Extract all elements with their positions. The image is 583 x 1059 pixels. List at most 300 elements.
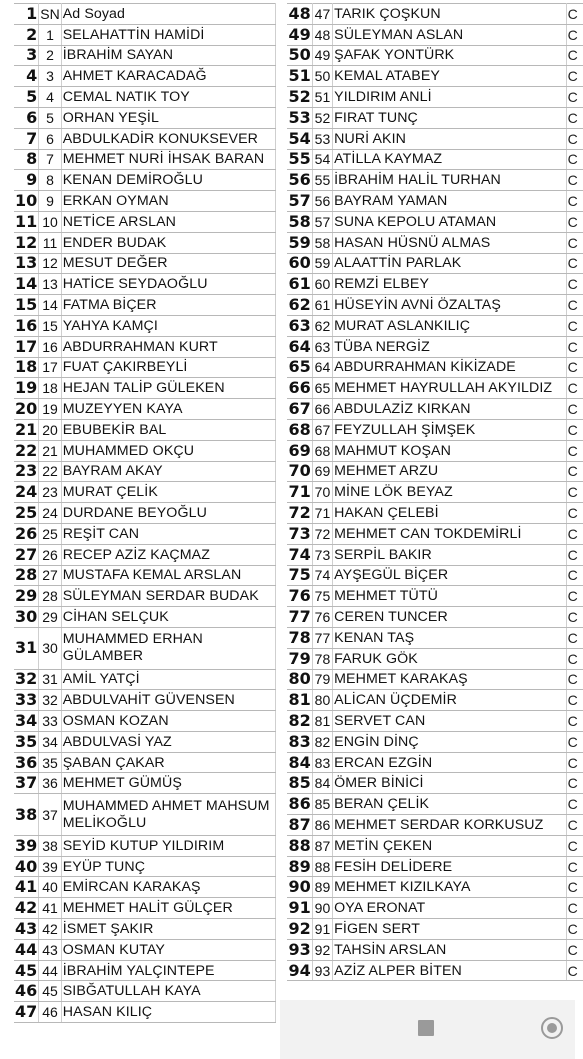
table-row xyxy=(287,919,583,940)
name-cell: OYA ERONAT xyxy=(333,898,567,919)
row-number-cell: 56 xyxy=(288,170,311,190)
name-cell: TARIK ÇOŞKUN xyxy=(333,4,567,25)
name-cell: AHMET KARACADAĞ xyxy=(61,66,275,87)
table-row xyxy=(287,877,583,898)
name-cell: OSMAN KUTAY xyxy=(61,939,275,960)
table-row xyxy=(14,919,276,940)
truncated-column-cell: C xyxy=(566,4,583,25)
name-cell: MEHMET ARZU xyxy=(333,461,567,482)
table-row xyxy=(14,565,276,586)
row-number-cell: 90 xyxy=(288,877,311,897)
serial-number-cell: 30 xyxy=(39,627,61,669)
serial-number-cell: 71 xyxy=(312,503,332,524)
serial-number-cell: 80 xyxy=(312,690,332,711)
name-cell: SELAHATTİN HAMİDİ xyxy=(61,24,275,45)
row-number-cell: 49 xyxy=(288,24,311,44)
name-cell: MUHAMMED AHMET MAHSUM MELİKOĞLU xyxy=(61,794,275,836)
truncated-column-cell: C xyxy=(566,440,583,461)
table-row xyxy=(14,607,276,628)
truncated-column-cell: C xyxy=(566,128,583,149)
row-number-cell: 10 xyxy=(15,191,38,211)
table-row xyxy=(287,149,583,170)
serial-number-cell: 37 xyxy=(39,794,61,836)
table-row xyxy=(287,128,583,149)
row-number-cell: 55 xyxy=(288,149,311,169)
serial-number-cell: 10 xyxy=(39,211,61,232)
serial-number-cell: 34 xyxy=(39,731,61,752)
serial-number-cell: 87 xyxy=(312,835,332,856)
name-cell: TÜBA NERGİZ xyxy=(333,336,567,357)
table-row xyxy=(14,107,276,128)
table-row xyxy=(287,835,583,856)
truncated-column-cell: C xyxy=(566,295,583,316)
serial-number-cell: 12 xyxy=(39,253,61,274)
table-row xyxy=(287,690,583,711)
name-cell: ABDURRAHMAN KURT xyxy=(61,336,275,357)
name-cell: MEHMET KARAKAŞ xyxy=(333,669,567,690)
truncated-column-cell: C xyxy=(566,856,583,877)
table-row xyxy=(14,191,276,212)
table-row xyxy=(287,66,583,87)
serial-number-cell: 4 xyxy=(39,87,61,108)
row-number-cell: 11 xyxy=(15,211,38,231)
name-cell: ATİLLA KAYMAZ xyxy=(333,149,567,170)
serial-number-cell: 47 xyxy=(312,4,332,25)
name-cell: NETİCE ARSLAN xyxy=(61,211,275,232)
serial-number-cell: 49 xyxy=(312,45,332,66)
serial-number-cell: 27 xyxy=(39,565,61,586)
home-icon[interactable] xyxy=(541,1017,563,1039)
attendee-table-left-body xyxy=(14,4,276,1023)
table-row xyxy=(287,357,583,378)
row-number-cell: 75 xyxy=(288,565,311,585)
row-number-cell: 14 xyxy=(15,274,38,294)
truncated-column-cell: C xyxy=(566,669,583,690)
serial-number-cell: 45 xyxy=(39,981,61,1002)
row-number-cell: 8 xyxy=(14,149,39,170)
table-row xyxy=(14,45,276,66)
name-cell: NURİ AKIN xyxy=(333,128,567,149)
table-row xyxy=(287,482,583,503)
row-number-cell: 72 xyxy=(288,503,311,523)
name-cell: SÜLEYMAN SERDAR BUDAK xyxy=(61,586,275,607)
table-row xyxy=(14,378,276,399)
table-row xyxy=(14,711,276,732)
serial-number-cell: 41 xyxy=(39,898,61,919)
truncated-column-cell: C xyxy=(566,544,583,565)
table-row xyxy=(14,149,276,170)
serial-number-cell: 5 xyxy=(39,107,61,128)
serial-number-cell: 60 xyxy=(312,274,332,295)
name-cell: KENAN DEMİROĞLU xyxy=(61,170,275,191)
serial-number-cell: 63 xyxy=(312,336,332,357)
serial-number-cell: 9 xyxy=(39,191,61,212)
serial-number-cell: 18 xyxy=(39,378,61,399)
name-cell: ENDER BUDAK xyxy=(61,232,275,253)
serial-number-cell: 28 xyxy=(39,586,61,607)
table-row xyxy=(14,690,276,711)
table-row xyxy=(287,274,583,295)
truncated-column-cell: C xyxy=(566,274,583,295)
row-number-cell: 43 xyxy=(15,918,38,938)
row-number-cell: 36 xyxy=(15,752,38,772)
row-number-cell: 6 xyxy=(14,107,39,128)
table-row xyxy=(14,440,276,461)
table-row xyxy=(287,586,583,607)
table-row xyxy=(287,461,583,482)
truncated-column-cell: C xyxy=(566,315,583,336)
truncated-column-cell: C xyxy=(566,627,583,648)
name-cell: FIRAT TUNÇ xyxy=(333,107,567,128)
table-row xyxy=(14,482,276,503)
table-row xyxy=(287,107,583,128)
row-number-cell: 68 xyxy=(288,419,311,439)
serial-number-cell: 82 xyxy=(312,731,332,752)
table-row xyxy=(14,898,276,919)
serial-number-cell: 53 xyxy=(312,128,332,149)
name-cell: MEHMET HAYRULLAH AKYILDIZ xyxy=(333,378,567,399)
serial-number-cell: 46 xyxy=(39,1002,61,1023)
name-cell: ABDULKADİR KONUKSEVER xyxy=(61,128,275,149)
row-number-cell: 84 xyxy=(288,752,311,772)
row-number-cell: 52 xyxy=(288,87,311,107)
table-row xyxy=(14,4,276,25)
serial-number-cell: 92 xyxy=(312,939,332,960)
name-cell: ABDULVASİ YAZ xyxy=(61,731,275,752)
row-number-cell: 44 xyxy=(15,939,38,959)
truncated-column-cell: C xyxy=(566,523,583,544)
table-row xyxy=(287,232,583,253)
name-cell: YAHYA KAMÇI xyxy=(61,315,275,336)
name-cell: MUHAMMED ERHAN GÜLAMBER xyxy=(61,627,275,669)
row-number-cell: 40 xyxy=(15,856,38,876)
serial-number-cell: 59 xyxy=(312,253,332,274)
row-number-cell: 88 xyxy=(288,835,311,855)
serial-number-cell: 90 xyxy=(312,898,332,919)
serial-number-cell: 67 xyxy=(312,419,332,440)
truncated-column-cell: C xyxy=(566,939,583,960)
table-row xyxy=(287,898,583,919)
name-cell: ŞAFAK YONTÜRK xyxy=(333,45,567,66)
row-number-cell: 94 xyxy=(288,960,311,980)
serial-number-cell: 7 xyxy=(39,149,61,170)
serial-number-cell: 55 xyxy=(312,170,332,191)
row-number-cell: 18 xyxy=(15,357,38,377)
row-number-cell: 26 xyxy=(15,523,38,543)
serial-number-cell: 2 xyxy=(39,45,61,66)
row-number-cell: 27 xyxy=(15,544,38,564)
row-number-cell: 5 xyxy=(14,87,39,108)
row-number-cell: 16 xyxy=(15,315,38,335)
name-cell: MUHAMMED OKÇU xyxy=(61,440,275,461)
table-row xyxy=(14,627,276,669)
row-number-cell: 57 xyxy=(288,191,311,211)
name-cell: OSMAN KOZAN xyxy=(61,711,275,732)
table-row xyxy=(287,503,583,524)
table-row xyxy=(287,191,583,212)
table-row xyxy=(14,877,276,898)
row-number-cell: 80 xyxy=(288,669,311,689)
table-row xyxy=(287,939,583,960)
row-number-cell: 59 xyxy=(288,232,311,252)
serial-number-cell: 61 xyxy=(312,295,332,316)
serial-number-cell: 72 xyxy=(312,523,332,544)
serial-number-cell: 93 xyxy=(312,960,332,981)
truncated-column-cell: C xyxy=(566,607,583,628)
row-number-cell: 64 xyxy=(288,336,311,356)
table-row xyxy=(287,856,583,877)
row-number-cell: 13 xyxy=(15,253,38,273)
truncated-column-cell: C xyxy=(566,835,583,856)
row-number-cell: 62 xyxy=(288,295,311,315)
table-row xyxy=(287,773,583,794)
row-number-cell: 42 xyxy=(15,898,38,918)
truncated-column-cell: C xyxy=(566,253,583,274)
name-cell: METİN ÇEKEN xyxy=(333,835,567,856)
name-cell: MUZEYYEN KAYA xyxy=(61,399,275,420)
row-number-cell: 86 xyxy=(288,794,311,814)
name-cell: MURAT ASLANKILIÇ xyxy=(333,315,567,336)
truncated-column-cell: C xyxy=(566,66,583,87)
row-number-cell: 93 xyxy=(288,939,311,959)
row-number-cell: 81 xyxy=(288,690,311,710)
row-number-cell: 71 xyxy=(288,482,311,502)
serial-number-cell: 24 xyxy=(39,503,61,524)
table-row xyxy=(14,939,276,960)
truncated-column-cell: C xyxy=(566,711,583,732)
name-cell: CEMAL NATIK TOY xyxy=(61,87,275,108)
name-cell: FUAT ÇAKIRBEYLİ xyxy=(61,357,275,378)
name-cell: MUSTAFA KEMAL ARSLAN xyxy=(61,565,275,586)
attendee-table-left xyxy=(14,3,276,1023)
serial-number-cell: 79 xyxy=(312,669,332,690)
row-number-cell: 33 xyxy=(15,690,38,710)
serial-number-cell: 77 xyxy=(312,627,332,648)
name-cell: İBRAHİM SAYAN xyxy=(61,45,275,66)
column-divider xyxy=(279,0,287,1059)
name-cell: HAKAN ÇELEBİ xyxy=(333,503,567,524)
row-number-cell: 87 xyxy=(288,814,311,834)
row-number-cell: 35 xyxy=(15,731,38,751)
serial-number-cell: 16 xyxy=(39,336,61,357)
name-cell: TAHSİN ARSLAN xyxy=(333,939,567,960)
name-cell: REŞİT CAN xyxy=(61,523,275,544)
serial-number-cell: 88 xyxy=(312,856,332,877)
name-cell: MEHMET KIZILKAYA xyxy=(333,877,567,898)
name-cell: SERVET CAN xyxy=(333,711,567,732)
row-number-cell: 51 xyxy=(288,66,311,86)
row-number-cell: 76 xyxy=(288,586,311,606)
truncated-column-cell: C xyxy=(566,336,583,357)
name-cell: CEREN TUNCER xyxy=(333,607,567,628)
table-row xyxy=(14,981,276,1002)
name-cell: MESUT DEĞER xyxy=(61,253,275,274)
truncated-column-cell: C xyxy=(566,461,583,482)
name-cell: MURAT ÇELİK xyxy=(61,482,275,503)
row-number-cell: 17 xyxy=(15,336,38,356)
serial-number-cell: 86 xyxy=(312,815,332,836)
serial-number-cell: 76 xyxy=(312,607,332,628)
name-cell: MEHMET HALİT GÜLÇER xyxy=(61,898,275,919)
row-number-cell: 78 xyxy=(288,627,311,647)
table-row xyxy=(287,544,583,565)
serial-number-cell: 1 xyxy=(39,24,61,45)
row-number-cell: 21 xyxy=(15,419,38,439)
serial-number-cell: 25 xyxy=(39,523,61,544)
serial-number-cell: 74 xyxy=(312,565,332,586)
serial-number-cell: 44 xyxy=(39,960,61,981)
name-cell: Ad Soyad xyxy=(61,4,275,25)
serial-number-cell: 33 xyxy=(39,711,61,732)
row-number-cell: 37 xyxy=(15,773,38,793)
truncated-column-cell: C xyxy=(566,211,583,232)
recent-apps-icon[interactable] xyxy=(418,1020,434,1036)
table-row xyxy=(14,586,276,607)
serial-number-cell: 81 xyxy=(312,711,332,732)
truncated-column-cell: C xyxy=(566,149,583,170)
table-row xyxy=(14,87,276,108)
truncated-column-cell: C xyxy=(566,45,583,66)
row-number-cell: 58 xyxy=(288,211,311,231)
truncated-column-cell: C xyxy=(566,648,583,669)
row-number-cell: 28 xyxy=(15,565,38,585)
row-number-cell: 15 xyxy=(15,295,38,315)
name-cell: FİGEN SERT xyxy=(333,919,567,940)
row-number-cell: 20 xyxy=(15,399,38,419)
table-row xyxy=(287,295,583,316)
table-row xyxy=(287,794,583,815)
serial-number-cell: 65 xyxy=(312,378,332,399)
name-cell: MEHMET GÜMÜŞ xyxy=(61,773,275,794)
name-cell: BAYRAM YAMAN xyxy=(333,191,567,212)
truncated-column-cell: C xyxy=(566,107,583,128)
name-cell: YILDIRIM ANLİ xyxy=(333,87,567,108)
row-number-cell: 39 xyxy=(15,835,38,855)
table-row xyxy=(14,24,276,45)
row-number-cell: 61 xyxy=(288,274,311,294)
table-row xyxy=(287,648,583,669)
table-row xyxy=(287,253,583,274)
table-row xyxy=(287,627,583,648)
serial-number-cell: 69 xyxy=(312,461,332,482)
serial-number-cell: 40 xyxy=(39,877,61,898)
row-number-cell: 63 xyxy=(288,315,311,335)
row-number-cell: 41 xyxy=(15,877,38,897)
serial-number-cell: 84 xyxy=(312,773,332,794)
row-number-cell: 2 xyxy=(14,24,39,45)
name-cell: RECEP AZİZ KAÇMAZ xyxy=(61,544,275,565)
row-number-cell: 85 xyxy=(288,773,311,793)
truncated-column-cell: C xyxy=(566,503,583,524)
name-cell: KENAN TAŞ xyxy=(333,627,567,648)
name-cell: HEJAN TALİP GÜLEKEN xyxy=(61,378,275,399)
name-cell: HATİCE SEYDAOĞLU xyxy=(61,274,275,295)
row-number-cell: 67 xyxy=(288,399,311,419)
name-cell: İBRAHİM YALÇINTEPE xyxy=(61,960,275,981)
row-number-cell: 25 xyxy=(15,503,38,523)
table-row xyxy=(14,211,276,232)
name-cell: FEYZULLAH ŞİMŞEK xyxy=(333,419,567,440)
name-cell: SUNA KEPOLU ATAMAN xyxy=(333,211,567,232)
row-number-cell: 45 xyxy=(15,960,38,980)
serial-number-cell: 78 xyxy=(312,648,332,669)
table-row xyxy=(14,461,276,482)
truncated-column-cell: C xyxy=(566,815,583,836)
row-number-cell: 24 xyxy=(15,482,38,502)
serial-number-cell: 75 xyxy=(312,586,332,607)
serial-number-cell: 11 xyxy=(39,232,61,253)
table-row xyxy=(287,523,583,544)
serial-number-cell: 52 xyxy=(312,107,332,128)
row-number-cell: 83 xyxy=(288,731,311,751)
serial-number-cell: 22 xyxy=(39,461,61,482)
table-row xyxy=(287,170,583,191)
row-number-cell: 92 xyxy=(288,918,311,938)
row-number-cell: 3 xyxy=(14,45,39,66)
truncated-column-cell: C xyxy=(566,419,583,440)
name-cell: FATMA BİÇER xyxy=(61,295,275,316)
name-cell: ÖMER BİNİCİ xyxy=(333,773,567,794)
table-row xyxy=(287,565,583,586)
table-row xyxy=(14,752,276,773)
name-cell: ABDURRAHMAN KİKİZADE xyxy=(333,357,567,378)
name-cell: EMİRCAN KARAKAŞ xyxy=(61,877,275,898)
name-cell: DURDANE BEYOĞLU xyxy=(61,503,275,524)
table-row xyxy=(14,503,276,524)
row-number-cell: 74 xyxy=(288,544,311,564)
name-cell: ABDULVAHİT GÜVENSEN xyxy=(61,690,275,711)
row-number-cell: 70 xyxy=(288,461,311,481)
serial-number-cell: 58 xyxy=(312,232,332,253)
row-number-cell: 22 xyxy=(15,440,38,460)
table-row xyxy=(14,794,276,836)
table-row xyxy=(14,399,276,420)
serial-number-cell: 3 xyxy=(39,66,61,87)
truncated-column-cell: C xyxy=(566,399,583,420)
name-cell: ABDULAZİZ KIRKAN xyxy=(333,399,567,420)
name-cell: BAYRAM AKAY xyxy=(61,461,275,482)
table-row xyxy=(14,669,276,690)
table-row xyxy=(287,211,583,232)
row-number-cell: 23 xyxy=(15,461,38,481)
serial-number-cell: 36 xyxy=(39,773,61,794)
truncated-column-cell: C xyxy=(566,877,583,898)
row-number-cell: 77 xyxy=(288,607,311,626)
truncated-column-cell: C xyxy=(566,898,583,919)
table-row xyxy=(14,336,276,357)
table-row xyxy=(14,274,276,295)
serial-number-cell: 68 xyxy=(312,440,332,461)
name-cell: REMZİ ELBEY xyxy=(333,274,567,295)
table-row xyxy=(287,669,583,690)
truncated-column-cell: C xyxy=(566,378,583,399)
serial-number-cell: 43 xyxy=(39,939,61,960)
name-cell: EBUBEKİR BAL xyxy=(61,419,275,440)
serial-number-cell: 73 xyxy=(312,544,332,565)
row-number-cell: 4 xyxy=(14,66,39,87)
row-number-cell: 60 xyxy=(288,253,311,273)
name-cell: İSMET ŞAKIR xyxy=(61,919,275,940)
name-cell: MEHMET TÜTÜ xyxy=(333,586,567,607)
serial-number-cell: 21 xyxy=(39,440,61,461)
name-cell: AYŞEGÜL BİÇER xyxy=(333,565,567,586)
serial-number-cell: 57 xyxy=(312,211,332,232)
row-number-cell: 91 xyxy=(288,898,311,918)
table-row xyxy=(14,856,276,877)
table-row xyxy=(287,607,583,628)
serial-number-cell: 64 xyxy=(312,357,332,378)
serial-number-cell: 54 xyxy=(312,149,332,170)
